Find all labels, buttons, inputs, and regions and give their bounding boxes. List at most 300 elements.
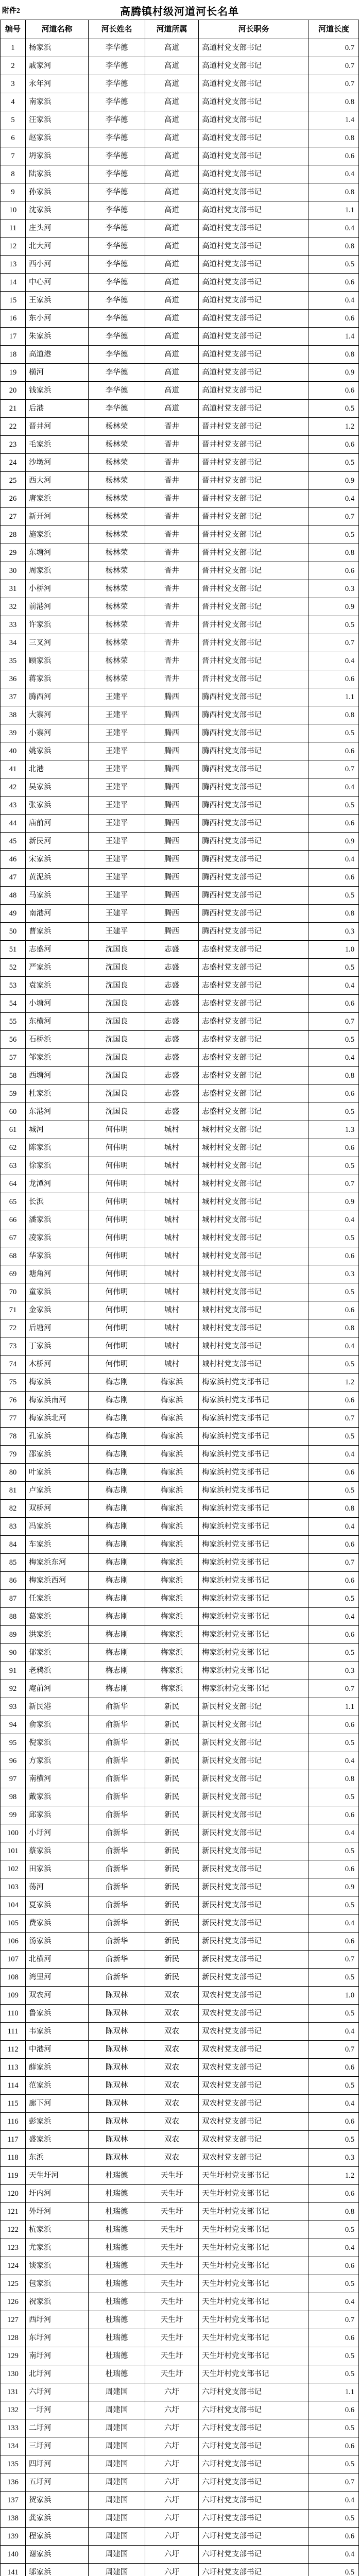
chief-name: 沈国良 — [89, 1067, 145, 1085]
chief-name: 李华德 — [89, 165, 145, 183]
village-name: 新民 — [145, 1734, 199, 1752]
row-number: 114 — [1, 2077, 26, 2095]
table-row — [1, 1283, 359, 1301]
row-number: 51 — [1, 941, 26, 959]
village-name: 高道 — [145, 201, 199, 219]
table-row — [1, 688, 359, 706]
chief-post: 晋井村党支部书记 — [199, 652, 309, 670]
river-length: 0.5 — [309, 1157, 359, 1175]
table-row — [1, 2185, 359, 2203]
chief-name: 俞新华 — [89, 1734, 145, 1752]
chief-post: 新民村党支部书记 — [199, 1716, 309, 1734]
chief-post: 城村村党支部书记 — [199, 1337, 309, 1355]
river-name: 费家浜 — [26, 1914, 89, 1933]
chief-post: 高道村党支部书记 — [199, 219, 309, 238]
row-number: 47 — [1, 869, 26, 887]
chief-post: 高道村党支部书记 — [199, 111, 309, 129]
table-row — [1, 2419, 359, 2437]
row-number: 42 — [1, 778, 26, 796]
table-row — [1, 580, 359, 598]
chief-name: 周建国 — [89, 2473, 145, 2492]
chief-name: 何伟明 — [89, 1121, 145, 1139]
chief-name: 俞新华 — [89, 1933, 145, 1951]
chief-post: 六圩村党支部书记 — [199, 2492, 309, 2510]
table-row — [1, 1193, 359, 1211]
chief-name: 陈双林 — [89, 2095, 145, 2113]
table-row — [1, 923, 359, 941]
row-number: 17 — [1, 328, 26, 346]
chief-post: 城村村党支部书记 — [199, 1175, 309, 1193]
table-row — [1, 526, 359, 544]
row-number: 41 — [1, 760, 26, 778]
village-name: 梅家浜 — [145, 1518, 199, 1536]
row-number: 86 — [1, 1572, 26, 1590]
chief-name: 梅志刚 — [89, 1680, 145, 1698]
chief-name: 李华德 — [89, 57, 145, 75]
chief-post: 高道村党支部书记 — [199, 57, 309, 75]
row-number: 31 — [1, 580, 26, 598]
chief-name: 李华德 — [89, 382, 145, 400]
village-name: 六圩 — [145, 2419, 199, 2437]
river-length: 0.4 — [309, 2293, 359, 2311]
table-row — [1, 1969, 359, 1987]
chief-post: 晋井村党支部书记 — [199, 490, 309, 508]
table-row — [1, 1013, 359, 1031]
row-number: 60 — [1, 1103, 26, 1121]
table-row — [1, 1698, 359, 1716]
river-length: 0.8 — [309, 544, 359, 562]
row-number: 99 — [1, 1806, 26, 1824]
chief-post: 双农村党支部书记 — [199, 2149, 309, 2167]
river-length: 0.6 — [309, 147, 359, 165]
river-length: 0.5 — [309, 526, 359, 544]
chief-post: 志盛村党支部书记 — [199, 1031, 309, 1049]
river-length: 0.5 — [309, 1734, 359, 1752]
table-row — [1, 2528, 359, 2546]
village-name: 双农 — [145, 2041, 199, 2059]
row-number: 125 — [1, 2275, 26, 2293]
village-name: 新民 — [145, 1933, 199, 1951]
river-length: 0.6 — [309, 2059, 359, 2077]
chief-name: 沈国良 — [89, 941, 145, 959]
table-row — [1, 1355, 359, 1374]
chief-name: 俞新华 — [89, 1752, 145, 1770]
chief-post: 梅家浜村党支部书记 — [199, 1446, 309, 1464]
table-row — [1, 1049, 359, 1067]
row-number: 50 — [1, 923, 26, 941]
river-length: 0.8 — [309, 905, 359, 923]
chief-post: 六圩村党支部书记 — [199, 2473, 309, 2492]
river-name: 戚家河 — [26, 57, 89, 75]
row-number: 48 — [1, 887, 26, 905]
village-name: 晋井 — [145, 508, 199, 526]
row-number: 122 — [1, 2221, 26, 2239]
river-name: 葛家浜 — [26, 1608, 89, 1626]
river-length: 0.4 — [309, 851, 359, 869]
chief-name: 陈双林 — [89, 2005, 145, 2023]
river-name: 石桥浜 — [26, 1031, 89, 1049]
river-name: 谢家浜 — [26, 2546, 89, 2564]
table-row — [1, 1554, 359, 1572]
chief-post: 腾西村党支部书记 — [199, 778, 309, 796]
table-row — [1, 75, 359, 93]
river-name: 鲁家浜 — [26, 2005, 89, 2023]
table-row — [1, 328, 359, 346]
village-name: 天生圩 — [145, 2257, 199, 2275]
row-number: 38 — [1, 706, 26, 724]
river-length: 0.6 — [309, 742, 359, 760]
row-number: 124 — [1, 2257, 26, 2275]
chief-name: 俞新华 — [89, 1842, 145, 1860]
river-name: 南横河 — [26, 1770, 89, 1788]
river-name: 孔家浜 — [26, 1428, 89, 1446]
chief-post: 新民村党支部书记 — [199, 1914, 309, 1933]
table-row — [1, 1121, 359, 1139]
chief-name: 沈国良 — [89, 1049, 145, 1067]
village-name: 新民 — [145, 1752, 199, 1770]
chief-post: 城村村党支部书记 — [199, 1121, 309, 1139]
river-length: 0.6 — [309, 1572, 359, 1590]
table-row — [1, 742, 359, 760]
village-name: 梅家浜 — [145, 1410, 199, 1428]
chief-name: 周建国 — [89, 2455, 145, 2473]
header-river-name: 河道名称 — [26, 20, 89, 39]
chief-name: 杨林荣 — [89, 634, 145, 652]
chief-post: 高道村党支部书记 — [199, 129, 309, 147]
row-number: 115 — [1, 2095, 26, 2113]
chief-name: 何伟明 — [89, 1175, 145, 1193]
river-name: 庙前河 — [26, 815, 89, 833]
river-name: 许家浜 — [26, 616, 89, 634]
table-row — [1, 111, 359, 129]
river-length: 0.7 — [309, 1175, 359, 1193]
river-length: 0.4 — [309, 2023, 359, 2041]
river-name: 汤家浜 — [26, 1933, 89, 1951]
river-length: 0.7 — [309, 1951, 359, 1969]
chief-name: 梅志刚 — [89, 1518, 145, 1536]
chief-post: 晋井村党支部书记 — [199, 580, 309, 598]
title-bar — [0, 0, 359, 20]
river-length: 0.3 — [309, 580, 359, 598]
river-name: 荡河 — [26, 1878, 89, 1896]
table-row — [1, 1175, 359, 1193]
village-name: 高道 — [145, 111, 199, 129]
river-name: 庄头河 — [26, 219, 89, 238]
chief-name: 梅志刚 — [89, 1554, 145, 1572]
village-name: 城村 — [145, 1121, 199, 1139]
chief-post: 腾西村党支部书记 — [199, 851, 309, 869]
village-name: 晋井 — [145, 670, 199, 688]
river-name: 东塘河 — [26, 544, 89, 562]
row-number: 6 — [1, 129, 26, 147]
chief-post: 双农村党支部书记 — [199, 1987, 309, 2005]
chief-post: 高道村党支部书记 — [199, 238, 309, 256]
table-row — [1, 346, 359, 364]
table-row — [1, 1662, 359, 1680]
row-number: 110 — [1, 2005, 26, 2023]
table-row — [1, 2131, 359, 2149]
village-name: 新民 — [145, 1896, 199, 1914]
river-name: 庵前河 — [26, 1680, 89, 1698]
river-name: 北大河 — [26, 238, 89, 256]
river-name: 卢家浜 — [26, 1482, 89, 1500]
chief-post: 新民村党支部书记 — [199, 1824, 309, 1842]
chief-name: 陈双林 — [89, 2131, 145, 2149]
river-length: 0.4 — [309, 219, 359, 238]
village-name: 六圩 — [145, 2564, 199, 2576]
row-number: 95 — [1, 1734, 26, 1752]
row-number: 28 — [1, 526, 26, 544]
chief-name: 何伟明 — [89, 1157, 145, 1175]
village-name: 晋井 — [145, 634, 199, 652]
village-name: 六圩 — [145, 2455, 199, 2473]
river-length: 0.4 — [309, 2239, 359, 2257]
table-row — [1, 1680, 359, 1698]
village-name: 高道 — [145, 274, 199, 292]
village-name: 城村 — [145, 1319, 199, 1337]
row-number: 70 — [1, 1283, 26, 1301]
chief-post: 梅家浜村党支部书记 — [199, 1554, 309, 1572]
chief-name: 李华德 — [89, 183, 145, 201]
chief-post: 高道村党支部书记 — [199, 346, 309, 364]
table-row — [1, 1319, 359, 1337]
header-number: 编号 — [1, 20, 26, 39]
chief-name: 李华德 — [89, 328, 145, 346]
chief-name: 何伟明 — [89, 1229, 145, 1247]
river-name: 龙潭河 — [26, 1175, 89, 1193]
chief-name: 梅志刚 — [89, 1626, 145, 1644]
header-chief-post: 河长职务 — [199, 20, 309, 39]
chief-name: 王建平 — [89, 851, 145, 869]
river-name: 小塘河 — [26, 995, 89, 1013]
row-number: 91 — [1, 1662, 26, 1680]
row-number: 64 — [1, 1175, 26, 1193]
table-row — [1, 1590, 359, 1608]
chief-post: 志盛村党支部书记 — [199, 1067, 309, 1085]
village-name: 志盛 — [145, 1067, 199, 1085]
village-name: 城村 — [145, 1265, 199, 1283]
river-length: 0.6 — [309, 1139, 359, 1157]
table-row — [1, 1878, 359, 1896]
chief-name: 杨林荣 — [89, 580, 145, 598]
river-name: 北横河 — [26, 1951, 89, 1969]
chief-post: 腾西村党支部书记 — [199, 724, 309, 742]
village-name: 天生圩 — [145, 2365, 199, 2383]
river-name: 城河 — [26, 1121, 89, 1139]
table-row — [1, 1824, 359, 1842]
table-row — [1, 1933, 359, 1951]
chief-post: 梅家浜村党支部书记 — [199, 1662, 309, 1680]
row-number: 43 — [1, 796, 26, 815]
river-name: 冯家浜 — [26, 1518, 89, 1536]
row-number: 111 — [1, 2023, 26, 2041]
table-row — [1, 544, 359, 562]
row-number: 130 — [1, 2365, 26, 2383]
chief-name: 陈双林 — [89, 2077, 145, 2095]
row-number: 78 — [1, 1428, 26, 1446]
table-row — [1, 977, 359, 995]
river-name: 叶家浜 — [26, 1464, 89, 1482]
river-name: 长浜 — [26, 1193, 89, 1211]
chief-name: 梅志刚 — [89, 1572, 145, 1590]
river-name: 钱家浜 — [26, 382, 89, 400]
village-name: 晋井 — [145, 490, 199, 508]
table-row — [1, 129, 359, 147]
chief-post: 高道村党支部书记 — [199, 274, 309, 292]
chief-name: 沈国良 — [89, 995, 145, 1013]
chief-name: 杜瑞德 — [89, 2257, 145, 2275]
table-row — [1, 418, 359, 436]
table-row — [1, 165, 359, 183]
chief-post: 六圩村党支部书记 — [199, 2528, 309, 2546]
row-number: 10 — [1, 201, 26, 219]
chief-name: 梅志刚 — [89, 1464, 145, 1482]
chief-name: 梅志刚 — [89, 1410, 145, 1428]
village-name: 六圩 — [145, 2528, 199, 2546]
row-number: 135 — [1, 2455, 26, 2473]
chief-post: 六圩村党支部书记 — [199, 2455, 309, 2473]
chief-name: 杨林荣 — [89, 598, 145, 616]
table-row — [1, 1067, 359, 1085]
chief-name: 李华德 — [89, 111, 145, 129]
row-number: 82 — [1, 1500, 26, 1518]
village-name: 新民 — [145, 1860, 199, 1878]
row-number: 58 — [1, 1067, 26, 1085]
table-row — [1, 1428, 359, 1446]
village-name: 六圩 — [145, 2510, 199, 2528]
village-name: 梅家浜 — [145, 1662, 199, 1680]
chief-name: 杨林荣 — [89, 670, 145, 688]
river-name: 范家浜 — [26, 2077, 89, 2095]
header-chief-name: 河长姓名 — [89, 20, 145, 39]
row-number: 126 — [1, 2293, 26, 2311]
village-name: 高道 — [145, 129, 199, 147]
village-name: 晋井 — [145, 526, 199, 544]
chief-name: 梅志刚 — [89, 1428, 145, 1446]
river-length: 0.8 — [309, 1770, 359, 1788]
chief-post: 六圩村党支部书记 — [199, 2437, 309, 2455]
table-row — [1, 2149, 359, 2167]
river-name: 腾西河 — [26, 688, 89, 706]
village-name: 晋井 — [145, 418, 199, 436]
table-row — [1, 1031, 359, 1049]
river-name: 六圩河 — [26, 2383, 89, 2401]
chief-post: 腾西村党支部书记 — [199, 796, 309, 815]
row-number: 26 — [1, 490, 26, 508]
river-name: 西大河 — [26, 472, 89, 490]
table-row — [1, 1572, 359, 1590]
row-number: 105 — [1, 1914, 26, 1933]
chief-name: 杨林荣 — [89, 472, 145, 490]
row-number: 12 — [1, 238, 26, 256]
chief-post: 腾西村党支部书记 — [199, 905, 309, 923]
chief-post: 六圩村党支部书记 — [199, 2401, 309, 2419]
river-name: 大寨河 — [26, 706, 89, 724]
river-name: 洪家浜 — [26, 1626, 89, 1644]
table-row — [1, 1770, 359, 1788]
river-length: 0.4 — [309, 1608, 359, 1626]
village-name: 城村 — [145, 1175, 199, 1193]
river-length: 0.5 — [309, 2275, 359, 2293]
table-row — [1, 1139, 359, 1157]
chief-name: 何伟明 — [89, 1301, 145, 1319]
chief-post: 梅家浜村党支部书记 — [199, 1374, 309, 1392]
table-row — [1, 2492, 359, 2510]
river-length: 0.7 — [309, 1680, 359, 1698]
table-row — [1, 1806, 359, 1824]
row-number: 75 — [1, 1374, 26, 1392]
chief-post: 志盛村党支部书记 — [199, 941, 309, 959]
row-number: 74 — [1, 1355, 26, 1374]
river-length: 0.6 — [309, 815, 359, 833]
village-name: 志盛 — [145, 1031, 199, 1049]
chief-name: 俞新华 — [89, 1914, 145, 1933]
river-name: 杭家浜 — [26, 2221, 89, 2239]
river-name: 东横河 — [26, 1013, 89, 1031]
river-name: 西圩河 — [26, 2311, 89, 2329]
table-row — [1, 2437, 359, 2455]
chief-name: 杜瑞德 — [89, 2329, 145, 2347]
table-row — [1, 995, 359, 1013]
river-name: 新民港 — [26, 1698, 89, 1716]
village-name: 天生圩 — [145, 2203, 199, 2221]
village-name: 腾西 — [145, 778, 199, 796]
chief-post: 新民村党支部书记 — [199, 1878, 309, 1896]
river-length: 0.8 — [309, 346, 359, 364]
village-name: 城村 — [145, 1283, 199, 1301]
village-name: 腾西 — [145, 833, 199, 851]
chief-name: 李华德 — [89, 238, 145, 256]
river-name: 车家浜 — [26, 1536, 89, 1554]
table-row — [1, 2239, 359, 2257]
table-row — [1, 706, 359, 724]
river-length: 0.6 — [309, 2401, 359, 2419]
river-name: 湾里河 — [26, 1969, 89, 1987]
row-number: 59 — [1, 1085, 26, 1103]
chief-post: 双农村党支部书记 — [199, 2077, 309, 2095]
chief-post: 志盛村党支部书记 — [199, 1049, 309, 1067]
river-length: 0.5 — [309, 256, 359, 274]
river-length: 0.4 — [309, 1824, 359, 1842]
table-row — [1, 851, 359, 869]
river-name: 五圩河 — [26, 2473, 89, 2492]
chief-post: 天生圩村党支部书记 — [199, 2257, 309, 2275]
river-length: 0.4 — [309, 2095, 359, 2113]
chief-name: 杜瑞德 — [89, 2275, 145, 2293]
river-length: 0.6 — [309, 382, 359, 400]
chief-name: 杨林荣 — [89, 544, 145, 562]
river-length: 0.6 — [309, 1806, 359, 1824]
river-name: 四圩河 — [26, 2455, 89, 2473]
river-length: 0.5 — [309, 1355, 359, 1374]
river-length: 0.6 — [309, 562, 359, 580]
row-number: 96 — [1, 1752, 26, 1770]
chief-post: 城村村党支部书记 — [199, 1283, 309, 1301]
river-length: 0.6 — [309, 1301, 359, 1319]
table-row — [1, 382, 359, 400]
chief-name: 陈双林 — [89, 2113, 145, 2131]
table-row — [1, 1518, 359, 1536]
table-row — [1, 183, 359, 201]
river-length: 0.4 — [309, 2492, 359, 2510]
village-name: 新民 — [145, 1969, 199, 1987]
river-length: 0.7 — [309, 2473, 359, 2492]
river-name: 邹家浜 — [26, 1049, 89, 1067]
chief-post: 梅家浜村党支部书记 — [199, 1500, 309, 1518]
river-length: 1.2 — [309, 2167, 359, 2185]
chief-name: 周建国 — [89, 2510, 145, 2528]
chief-post: 高道村党支部书记 — [199, 256, 309, 274]
